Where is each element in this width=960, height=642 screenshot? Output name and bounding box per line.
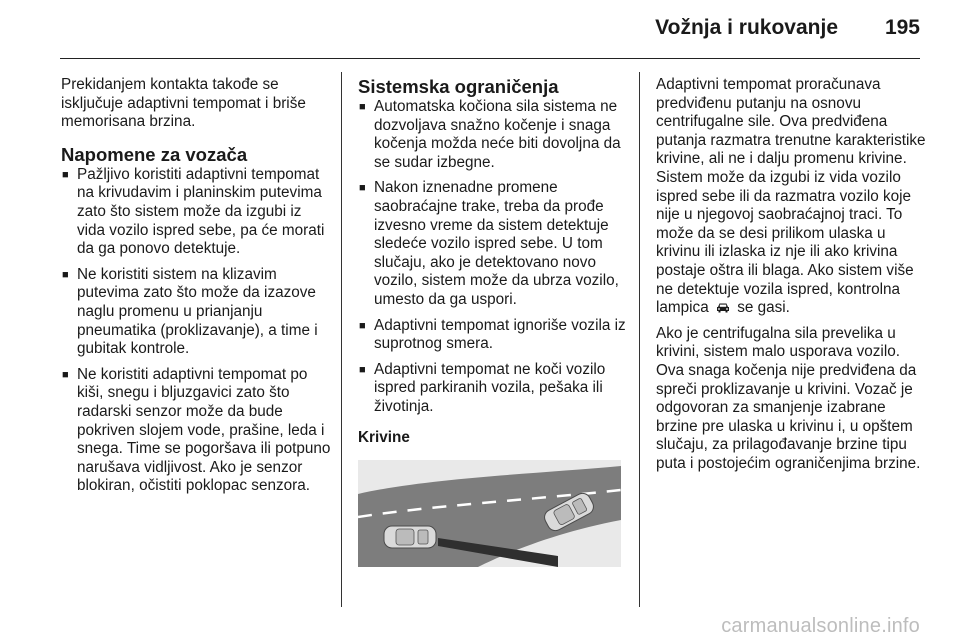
intro-paragraph: Prekidanjem kontakta takođe se isključuje adaptivni tempomat i briše memorisana brzina. — [61, 76, 306, 131]
list-item: ■ Adaptivni tempomat ne koči vozilo ispred parkiranih vozila, pešaka ili životinja. — [359, 360, 606, 415]
list-item: ■ Ne koristiti sistem na klizavim putevima zato što može da izazove naglu promenu u prianjanju pneumatika (proklizavanje), a time i gubitak kontrole. — [62, 265, 318, 358]
bullet-icon: ■ — [62, 368, 69, 381]
column-1 — [61, 76, 331, 503]
header-title: Vožnja i rukovanje — [655, 16, 838, 39]
notes-heading: Napomene za vozača — [61, 143, 248, 165]
column-divider-2 — [639, 72, 640, 607]
limits-list — [358, 98, 626, 417]
header-rule — [60, 58, 920, 59]
bullet-icon: ■ — [359, 319, 366, 332]
notes-list — [61, 166, 331, 496]
column-3 — [656, 76, 930, 480]
bullet-icon: ■ — [359, 363, 366, 376]
curve-illustration — [358, 460, 621, 567]
column-divider-1 — [341, 72, 342, 607]
curves-heading: Krivine — [358, 428, 410, 446]
curves-paragraph-1: Adaptivni tempomat proračunava predviđenu putanju na osnovu centrifugalne sile. Ova predviđena putanja razmatra trenutne karakteristike krivine, ali ne i dalju promenu krivine. Sistem može da izgubi iz vida vozilo ispred sebe ili da razmatra vozilo koje nije u njegovoj saobraćajnoj traci. To može da se desi prilikom ulaska u krivinu ili izlaska iz nje ili ako krivina postaje oštra ili blaga. Ako sistem više ne detektuje vozila ispred, kontrolna lampica se gasi. — [656, 76, 926, 317]
limits-heading: Sistemska ograničenja — [358, 76, 559, 97]
page-number: 195 — [884, 16, 920, 39]
bullet-icon: ■ — [62, 268, 69, 281]
bullet-icon: ■ — [359, 101, 366, 113]
own-car-icon — [384, 526, 436, 548]
list-item: ■ Automatska kočiona sila sistema ne dozvoljava snažno kočenje i snaga kočenja možda neće biti dovoljna da se sudar izbegne. — [359, 98, 621, 171]
watermark: carmanualsonline.info — [721, 615, 920, 637]
bullet-icon: ■ — [359, 182, 366, 195]
list-item: ■ Nakon iznenadne promene saobraćajne trake, treba da prođe izvesno vreme da sistem detektuje sledeće vozilo ispred sebe. U tom slučaju, ako je detektovano novo vozilo, sistem može da ubrza vozilo, umesto da ga uspori. — [359, 179, 619, 308]
curves-paragraph-2: Ako je centrifugalna sila prevelika u krivini, sistem malo usporava vozilo. Ova snaga kočenja nije predviđena da spreči proklizavanje u krivini. Vozač je odgovoran za smanjenje izabrane brzine pre ulaska u krivinu i, u opštem slučaju, za prilagođavanje brzine tipu puta i postojećim ograničenjima brzine. — [656, 324, 921, 472]
vehicle-ahead-icon — [716, 302, 730, 313]
list-item: ■ Adaptivni tempomat ignoriše vozila iz suprotnog smera. — [359, 316, 626, 353]
list-item: ■ Pažljivo koristiti adaptivni tempomat na krivudavim i planinskim putevima zato što sistem može da izgubi iz vida vozilo ispred sebe, pa će morati da ga ponovo detektuje. — [62, 165, 325, 258]
column-2 — [358, 76, 626, 567]
bullet-icon: ■ — [62, 168, 69, 181]
list-item: ■ Ne koristiti adaptivni tempomat po kiši, snegu i bljuzgavici zato što radarski senzor može da bude pokriven slojem vode, prašine, leda i snega. Time se pogoršava ili potpuno narušava vidljivost. Ako je senzor blokiran, očistiti poklopac senzora. — [62, 365, 331, 495]
